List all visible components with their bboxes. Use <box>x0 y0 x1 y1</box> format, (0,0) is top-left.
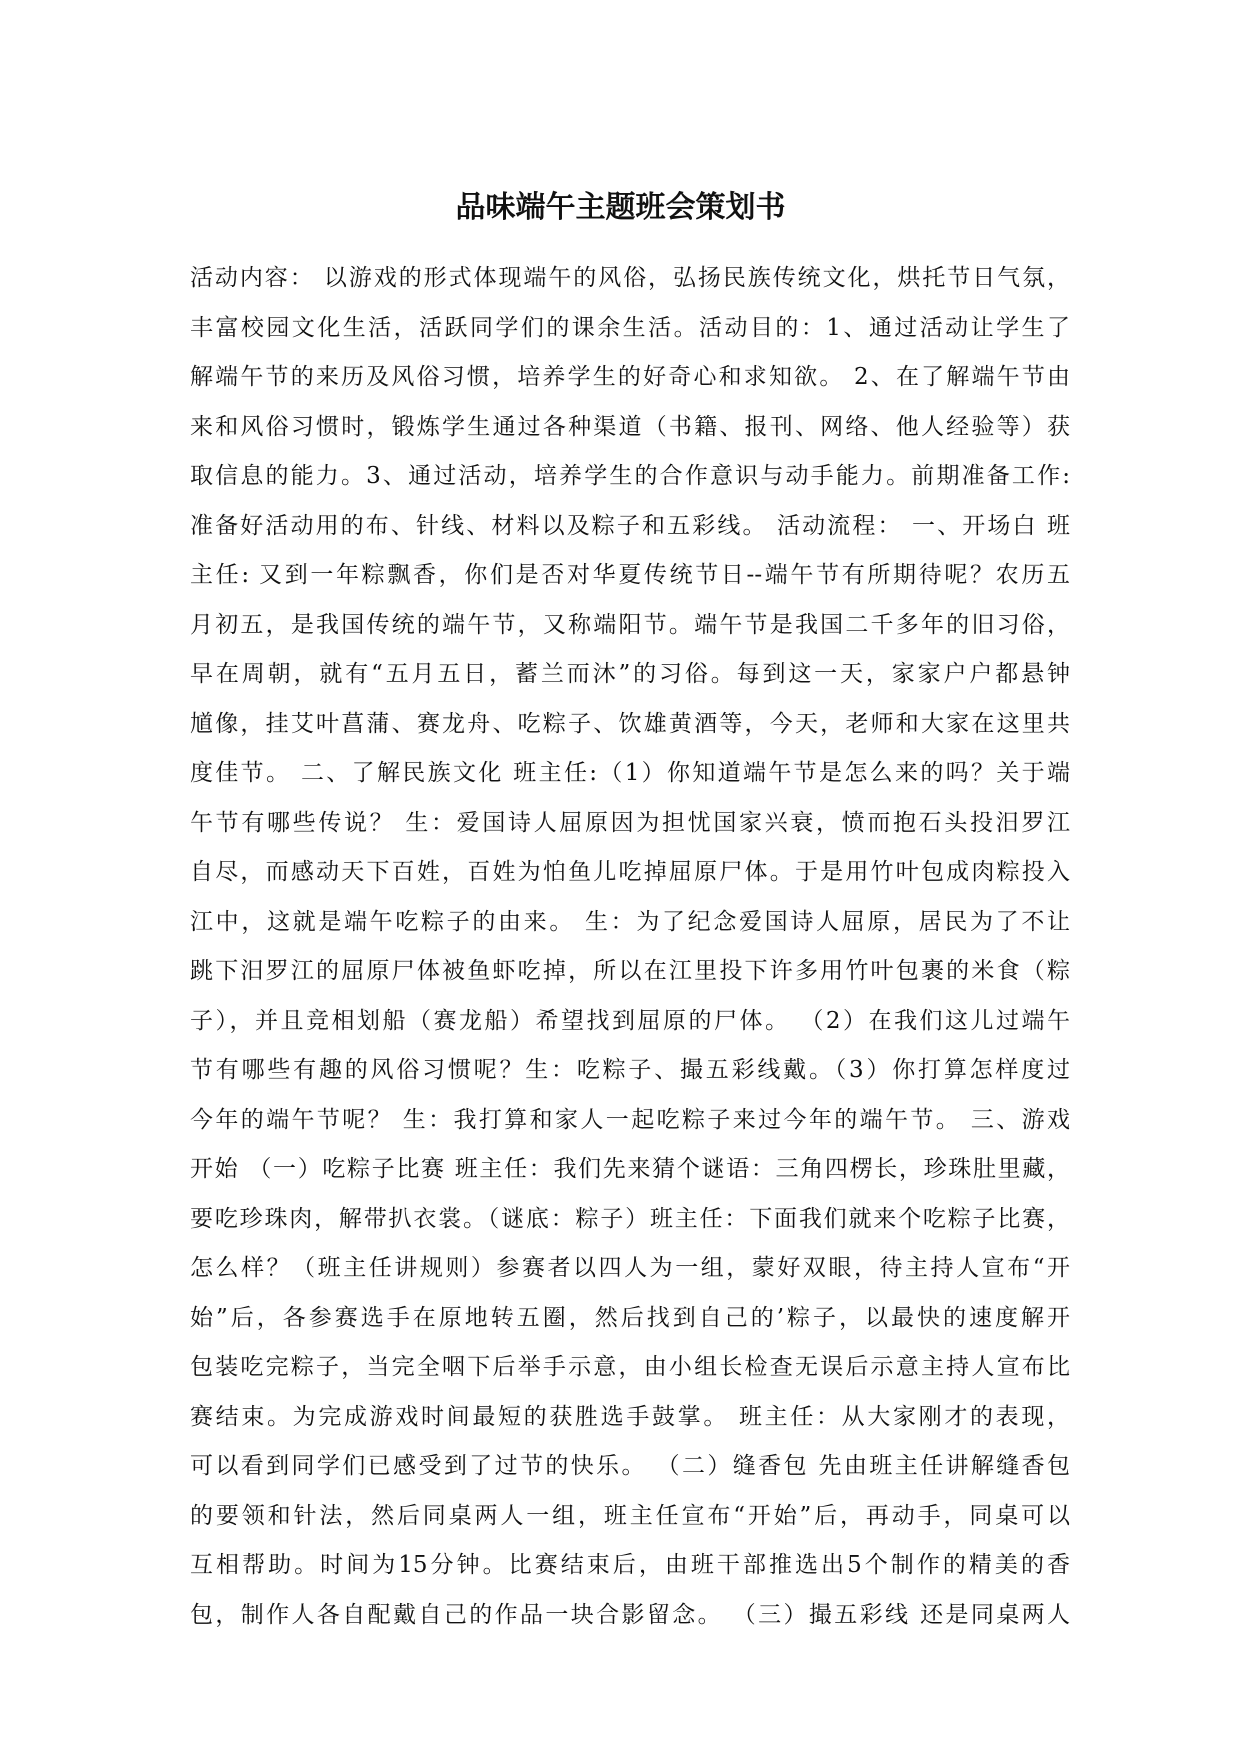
body-line: 包，制作人各自配戴自己的作品一块合影留念。 （三）撮五彩线 还是同桌两人 <box>190 1601 1070 1628</box>
body-line: 节有哪些有趣的风俗习惯呢？生：吃粽子、撮五彩线戴。（3）你打算怎样度过 <box>190 1057 1070 1083</box>
body-line: 的要领和针法，然后同桌两人一组，班主任宣布“开始”后，再动手，同桌可以 <box>190 1502 1070 1529</box>
body-line: 度佳节。 二、了解民族文化 班主任:（1）你知道端午节是怎么来的吗？关于端 <box>190 760 1070 786</box>
body-line: 互相帮助。时间为15分钟。比赛结束后，由班干部推选出5个制作的精美的香 <box>190 1552 1070 1578</box>
document-title: 品味端午主题班会策划书 <box>455 190 786 225</box>
body-line: 赛结束。为完成游戏时间最短的获胜选手鼓掌。 班主任：从大家刚才的表现， <box>190 1403 1070 1430</box>
body-line: 馗像，挂艾叶菖蒲、赛龙舟、吃粽子、饮雄黄酒等，今天，老师和大家在这里共 <box>190 710 1070 737</box>
document-body <box>190 254 1070 1640</box>
body-line: 早在周朝，就有“五月五日，蓄兰而沐”的习俗。每到这一天，家家户户都悬钟 <box>190 661 1070 687</box>
body-line: 今年的端午节呢？ 生：我打算和家人一起吃粽子来过今年的端午节。 三、游戏 <box>190 1106 1070 1133</box>
body-line: 月初五，是我国传统的端午节，又称端阳节。端午节是我国二千多年的旧习俗， <box>190 611 1070 638</box>
body-line: 怎么样？（班主任讲规则）参赛者以四人为一组，蒙好双眼，待主持人宣布“开 <box>190 1255 1070 1281</box>
body-line: 来和风俗习惯时，锻炼学生通过各种渠道（书籍、报刊、网络、他人经验等）获 <box>190 413 1070 440</box>
body-line: 解端午节的来历及风俗习惯，培养学生的好奇心和求知欲。 2、在了解端午节由 <box>190 364 1070 390</box>
body-line: 要吃珍珠肉，解带扒衣裳。（谜底：粽子）班主任：下面我们就来个吃粽子比赛， <box>190 1205 1070 1232</box>
body-line: 江中，这就是端午吃粽子的由来。 生：为了纪念爱国诗人屈原，居民为了不让 <box>190 908 1070 935</box>
body-line: 始”后，各参赛选手在原地转五圈，然后找到自己的’粽子，以最快的速度解开 <box>190 1304 1070 1331</box>
body-line: 开始 （一）吃粽子比赛 班主任：我们先来猜个谜语：三角四楞长，珍珠肚里藏， <box>190 1156 1070 1182</box>
body-line: 取信息的能力。3、通过活动，培养学生的合作意识与动手能力。前期准备工作: <box>190 463 1070 489</box>
body-line: 主任: 又到一年粽飘香，你们是否对华夏传统节日--端午节有所期待呢？农历五 <box>190 562 1070 588</box>
body-line: 午节有哪些传说？ 生：爱国诗人屈原因为担忧国家兴衰，愤而抱石头投汨罗江 <box>190 809 1070 836</box>
body-line: 活动内容： 以游戏的形式体现端午的风俗，弘扬民族传统文化，烘托节日气氛， <box>190 265 1070 291</box>
body-line: 准备好活动用的布、针线、材料以及粽子和五彩线。 活动流程： 一、开场白 班 <box>190 512 1070 539</box>
body-line: 子），并且竞相划船（赛龙船）希望找到屈原的尸体。 （2）在我们这儿过端午 <box>190 1007 1070 1034</box>
body-line: 自尽，而感动天下百姓，百姓为怕鱼儿吃掉屈原尸体。于是用竹叶包成肉粽投入 <box>190 859 1070 885</box>
body-line: 可以看到同学们已感受到了过节的快乐。 （二）缝香包 先由班主任讲解缝香包 <box>190 1453 1070 1479</box>
body-line: 包装吃完粽子，当完全咽下后举手示意，由小组长检查无误后示意主持人宣布比 <box>190 1354 1070 1380</box>
body-line: 丰富校园文化生活，活跃同学们的课余生活。活动目的：1、通过活动让学生了 <box>190 314 1070 341</box>
body-line: 跳下汨罗江的屈原尸体被鱼虾吃掉，所以在江里投下许多用竹叶包裹的米食（粽 <box>190 958 1070 984</box>
